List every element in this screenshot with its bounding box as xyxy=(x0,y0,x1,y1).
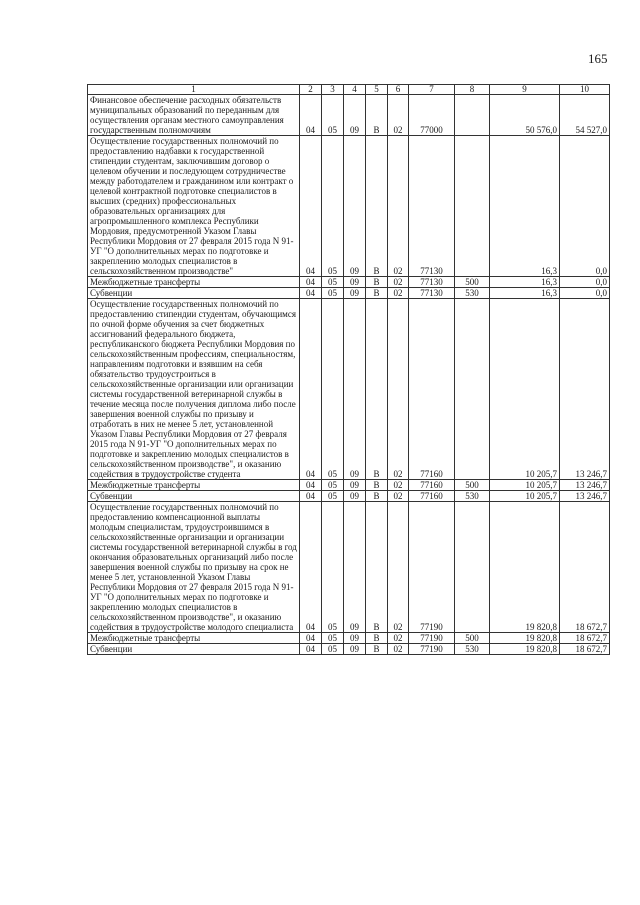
cell-c3: 05 xyxy=(322,644,344,655)
cell-c5: В xyxy=(366,502,388,633)
table-row xyxy=(88,277,610,288)
cell-c7: 77160 xyxy=(409,299,455,480)
cell-c10: 0,0 xyxy=(560,277,610,288)
column-header: 10 xyxy=(560,85,610,95)
cell-c4: 09 xyxy=(344,288,366,299)
row-name: Субвенции xyxy=(88,491,300,502)
cell-c6: 02 xyxy=(388,502,409,633)
cell-c3: 05 xyxy=(322,136,344,277)
cell-c5: В xyxy=(366,480,388,491)
cell-c7: 77130 xyxy=(409,288,455,299)
row-name: Субвенции xyxy=(88,644,300,655)
table-row xyxy=(88,633,610,644)
cell-c2: 04 xyxy=(300,480,322,491)
cell-c6: 02 xyxy=(388,299,409,480)
table-header-row xyxy=(88,85,610,95)
cell-c10: 18 672,7 xyxy=(560,633,610,644)
cell-c6: 02 xyxy=(388,633,409,644)
cell-c4: 09 xyxy=(344,633,366,644)
cell-c2: 04 xyxy=(300,288,322,299)
column-header: 4 xyxy=(344,85,366,95)
cell-c6: 02 xyxy=(388,136,409,277)
cell-c9: 16,3 xyxy=(490,288,560,299)
cell-c8 xyxy=(455,299,490,480)
row-name: Межбюджетные трансферты xyxy=(88,633,300,644)
cell-c7: 77160 xyxy=(409,480,455,491)
column-header: 8 xyxy=(455,85,490,95)
table-row xyxy=(88,288,610,299)
table-row xyxy=(88,299,610,480)
cell-c10: 0,0 xyxy=(560,136,610,277)
cell-c3: 05 xyxy=(322,491,344,502)
cell-c9: 19 820,8 xyxy=(490,633,560,644)
cell-c2: 04 xyxy=(300,644,322,655)
row-name: Осуществление государственных полномочий по предоставлению компенсационной выплаты молодым специалистам, трудоустроившимся в сельскохозяйственные организации и организации системы государственной ветеринарной службы в год окончания образовательных организаций либо после завершения военной службы по призыву на срок не менее 5 лет, установленной Указом Главы Республики Мордовия от 27 февраля 2015 года N 91-УГ "О дополнительных мерах по подготовке и закреплению молодых специалистов в сельскохозяйственном производстве", и оказанию содействия в трудоустройстве молодого специалиста xyxy=(88,502,300,633)
cell-c2: 04 xyxy=(300,136,322,277)
row-name: Межбюджетные трансферты xyxy=(88,480,300,491)
cell-c5: В xyxy=(366,644,388,655)
cell-c9: 10 205,7 xyxy=(490,299,560,480)
cell-c4: 09 xyxy=(344,95,366,136)
page-number: 165 xyxy=(588,51,608,66)
cell-c9: 16,3 xyxy=(490,277,560,288)
column-header: 1 xyxy=(88,85,300,95)
cell-c7: 77160 xyxy=(409,491,455,502)
cell-c9: 50 576,0 xyxy=(490,95,560,136)
row-name: Субвенции xyxy=(88,288,300,299)
column-header: 9 xyxy=(490,85,560,95)
cell-c8: 500 xyxy=(455,277,490,288)
cell-c7: 77130 xyxy=(409,277,455,288)
cell-c10: 13 246,7 xyxy=(560,491,610,502)
cell-c7: 77190 xyxy=(409,644,455,655)
column-header: 5 xyxy=(366,85,388,95)
row-name: Финансовое обеспечение расходных обязательств муниципальных образований по переданным для осуществления органам местного самоуправления государственным полномочиям xyxy=(88,95,300,136)
cell-c6: 02 xyxy=(388,491,409,502)
cell-c7: 77130 xyxy=(409,136,455,277)
cell-c2: 04 xyxy=(300,502,322,633)
row-name: Осуществление государственных полномочий по предоставлению стипендии студентам, обучающимся по очной форме обучения за счет бюджетных ассигнований федерального бюджета, республиканского бюджета Республики Мордовия по сельскохозяйственным профессиям, специальностям, направлениям подготовки и взявшим на себя обязательство трудоустроиться в сельскохозяйственные организации или организации системы государственной ветеринарной службы в течение месяца после получения диплома либо после завершения военной службы по призыву и отработать в них не менее 5 лет, установленной Указом Главы Республики Мордовия от 27 февраля 2015 года N 91-УГ "О дополнительных мерах по подготовке и закреплению молодых специалистов в сельскохозяйственном производстве", и оказанию содействия в трудоустройстве студента xyxy=(88,299,300,480)
cell-c6: 02 xyxy=(388,644,409,655)
cell-c3: 05 xyxy=(322,95,344,136)
cell-c7: 77190 xyxy=(409,633,455,644)
cell-c10: 13 246,7 xyxy=(560,299,610,480)
cell-c4: 09 xyxy=(344,644,366,655)
table-row xyxy=(88,644,610,655)
column-header: 7 xyxy=(409,85,455,95)
cell-c5: В xyxy=(366,491,388,502)
cell-c2: 04 xyxy=(300,95,322,136)
table-row xyxy=(88,491,610,502)
cell-c8: 530 xyxy=(455,644,490,655)
cell-c6: 02 xyxy=(388,288,409,299)
cell-c3: 05 xyxy=(322,480,344,491)
column-header: 2 xyxy=(300,85,322,95)
cell-c2: 04 xyxy=(300,277,322,288)
column-header: 6 xyxy=(388,85,409,95)
cell-c3: 05 xyxy=(322,277,344,288)
cell-c4: 09 xyxy=(344,491,366,502)
cell-c2: 04 xyxy=(300,299,322,480)
cell-c5: В xyxy=(366,633,388,644)
cell-c8: 530 xyxy=(455,491,490,502)
cell-c5: В xyxy=(366,136,388,277)
cell-c6: 02 xyxy=(388,277,409,288)
cell-c5: В xyxy=(366,288,388,299)
cell-c8 xyxy=(455,136,490,277)
cell-c9: 19 820,8 xyxy=(490,644,560,655)
cell-c5: В xyxy=(366,95,388,136)
cell-c6: 02 xyxy=(388,95,409,136)
cell-c7: 77190 xyxy=(409,502,455,633)
cell-c8: 500 xyxy=(455,480,490,491)
table-row xyxy=(88,136,610,277)
cell-c8 xyxy=(455,95,490,136)
cell-c2: 04 xyxy=(300,491,322,502)
cell-c3: 05 xyxy=(322,633,344,644)
cell-c10: 13 246,7 xyxy=(560,480,610,491)
row-name: Межбюджетные трансферты xyxy=(88,277,300,288)
cell-c3: 05 xyxy=(322,502,344,633)
table-row xyxy=(88,95,610,136)
cell-c3: 05 xyxy=(322,288,344,299)
cell-c8: 530 xyxy=(455,288,490,299)
cell-c10: 18 672,7 xyxy=(560,644,610,655)
table-row xyxy=(88,480,610,491)
cell-c8: 500 xyxy=(455,633,490,644)
budget-table xyxy=(87,84,610,655)
cell-c4: 09 xyxy=(344,502,366,633)
cell-c8 xyxy=(455,502,490,633)
cell-c4: 09 xyxy=(344,136,366,277)
column-header: 3 xyxy=(322,85,344,95)
cell-c4: 09 xyxy=(344,480,366,491)
cell-c5: В xyxy=(366,299,388,480)
row-name: Осуществление государственных полномочий по предоставлению надбавки к государственной стипендии студентам, заключившим договор о целевом обучении и последующем сотрудничестве между работодателем и гражданином или контракт о целевой контрактной подготовке специалистов в высших (средних) профессиональных образовательных организациях для агропромышленного комплекса Республики Мордовия, предусмотренной Указом Главы Республики Мордовия от 27 февраля 2015 года N 91-УГ "О дополнительных мерах по подготовке и закреплению молодых специалистов в сельскохозяйственном производстве" xyxy=(88,136,300,277)
table-row xyxy=(88,502,610,633)
cell-c6: 02 xyxy=(388,480,409,491)
cell-c7: 77000 xyxy=(409,95,455,136)
cell-c10: 54 527,0 xyxy=(560,95,610,136)
cell-c9: 10 205,7 xyxy=(490,491,560,502)
cell-c4: 09 xyxy=(344,299,366,480)
cell-c10: 18 672,7 xyxy=(560,502,610,633)
cell-c2: 04 xyxy=(300,633,322,644)
cell-c5: В xyxy=(366,277,388,288)
cell-c9: 10 205,7 xyxy=(490,480,560,491)
cell-c9: 19 820,8 xyxy=(490,502,560,633)
cell-c4: 09 xyxy=(344,277,366,288)
cell-c9: 16,3 xyxy=(490,136,560,277)
cell-c3: 05 xyxy=(322,299,344,480)
cell-c10: 0,0 xyxy=(560,288,610,299)
